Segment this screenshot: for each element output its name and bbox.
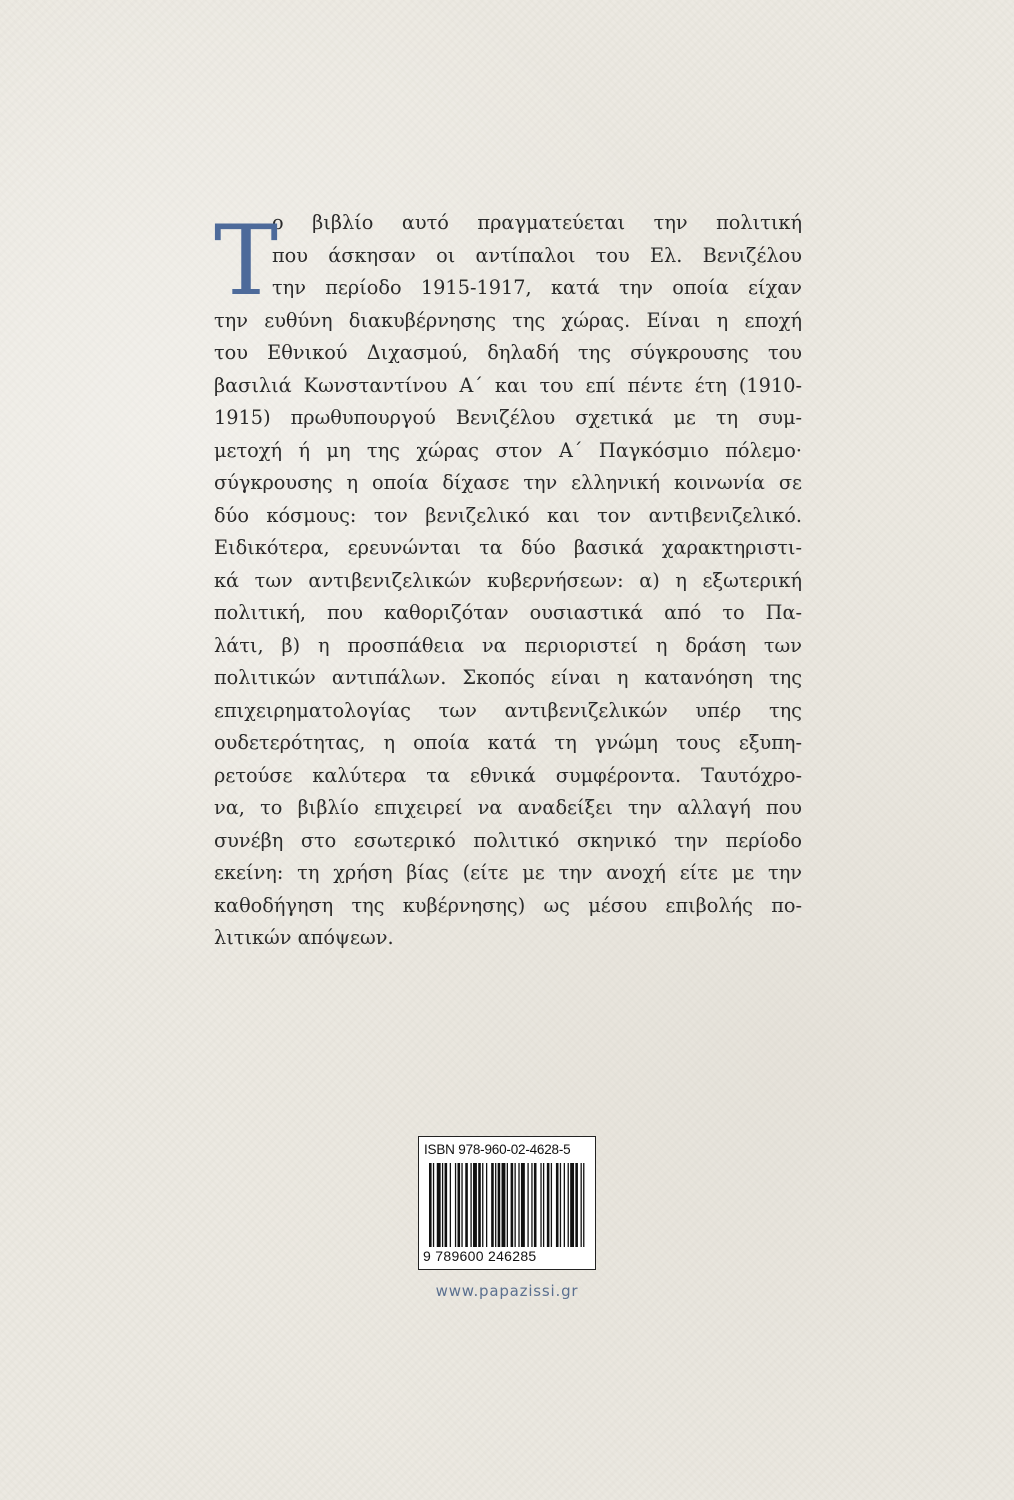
blurb-line: λιτικών απόψεων. — [214, 926, 394, 949]
drop-cap-letter: Τ — [214, 205, 279, 317]
barcode-bar — [518, 1163, 519, 1247]
barcode-bar — [534, 1163, 537, 1247]
barcode-bar — [450, 1163, 451, 1247]
barcode-bar — [461, 1163, 462, 1247]
barcode-bar — [478, 1163, 481, 1247]
barcode-bar — [429, 1163, 432, 1247]
blurb-line: δύο κόσμους: τον βενιζελικό και τον αντιβενιζελικό. — [214, 503, 802, 527]
barcode-bar — [482, 1163, 483, 1247]
barcode-icon — [429, 1163, 587, 1247]
barcode-bar — [465, 1163, 468, 1247]
barcode-bar — [433, 1163, 434, 1247]
barcode-bar — [455, 1163, 456, 1247]
barcode-bar — [486, 1163, 487, 1247]
blurb-line: την περίοδο 1915-1917, κατά την οποία είχαν — [272, 276, 802, 299]
barcode-bar — [521, 1163, 525, 1247]
blurb-line: κά των αντιβενιζελικών κυβερνήσεων: α) η εξωτερική — [214, 568, 802, 592]
barcode-bar — [531, 1163, 532, 1247]
blurb-line: μετοχή ή μη της χώρας στον Α΄ Παγκόσμιο πόλεμο· — [214, 438, 802, 462]
ean-digits: 9 789600 246285 — [423, 1248, 537, 1264]
barcode-bar — [540, 1163, 541, 1247]
barcode-bar — [502, 1163, 506, 1247]
blurb-line: του Εθνικού Διχασμού, δηλαδή της σύγκρουσης του — [214, 341, 802, 364]
barcode-bar — [457, 1163, 460, 1247]
barcode-bar — [570, 1163, 574, 1247]
blurb-line: 1915) πρωθυπουργού Βενιζέλου σχετικά με τη συμ- — [214, 406, 802, 429]
barcode-bar — [511, 1163, 514, 1247]
barcode-bar — [495, 1163, 496, 1247]
blurb-line: ο βιβλίο αυτό πραγματεύεται την πολιτική — [272, 211, 802, 234]
blurb-line: καθοδήγηση της κυβέρνησης) ως μέσου επιβολής πο- — [214, 893, 802, 917]
barcode-bar — [581, 1163, 582, 1247]
blurb-line: εκείνη: τη χρήση βίας (είτε με την ανοχή είτε με την — [214, 861, 802, 884]
barcode-bar — [445, 1163, 448, 1247]
barcode-bar — [437, 1163, 441, 1247]
blurb-line: που άσκησαν οι αντίπαλοι του Ελ. Βενιζέλου — [272, 243, 802, 267]
barcode-bar — [498, 1163, 501, 1247]
isbn-label: ISBN 978-960-02-4628-5 — [424, 1142, 571, 1157]
barcode-bar — [551, 1163, 552, 1247]
barcode-bar — [491, 1163, 494, 1247]
barcode-bar — [568, 1163, 569, 1247]
blurb-line: Ειδικότερα, ερευνώνται τα δύο βασικά χαρακτηριστι- — [214, 536, 802, 559]
blurb-line: να, το βιβλίο επιχειρεί να αναδείξει την αλλαγή που — [214, 796, 802, 819]
barcode-bar — [473, 1163, 477, 1247]
barcode-bar — [556, 1163, 559, 1247]
blurb-line: λάτι, β) η προσπάθεια να περιοριστεί η δράση των — [214, 633, 802, 657]
isbn-barcode-box — [418, 1136, 596, 1270]
blurb-line: βασιλιά Κωνσταντίνου Α΄ και του επί πέντε έτη (1910- — [214, 373, 802, 397]
barcode-bar — [564, 1163, 565, 1247]
publisher-website: www.papazissi.gr — [435, 1282, 579, 1300]
blurb-line: πολιτικών αντιπάλων. Σκοπός είναι η κατανόηση της — [214, 666, 802, 689]
barcode-bar — [442, 1163, 443, 1247]
barcode-bar — [575, 1163, 578, 1247]
blurb-line: σύγκρουσης η οποία δίχασε την ελληνική κοινωνία σε — [214, 471, 802, 494]
barcode-bar — [527, 1163, 528, 1247]
barcode-bar — [470, 1163, 471, 1247]
blurb-line: επιχειρηματολογίας των αντιβενιζελικών υπέρ της — [214, 698, 802, 722]
barcode-bar — [547, 1163, 550, 1247]
barcode-bar — [583, 1163, 584, 1247]
barcode-bar — [543, 1163, 544, 1247]
barcode-bar — [560, 1163, 561, 1247]
back-cover-blurb — [214, 207, 802, 955]
blurb-line: πολιτική, που καθοριζόταν ουσιαστικά από το Πα- — [214, 601, 802, 624]
blurb-line: την ευθύνη διακυβέρνησης της χώρας. Είναι η εποχή — [214, 308, 802, 332]
blurb-line: συνέβη στο εσωτερικό πολιτικό σκηνικό την περίοδο — [214, 828, 802, 852]
blurb-line: ουδετερότητας, η οποία κατά τη γνώμη τους εξυπη- — [214, 731, 802, 754]
barcode-bar — [507, 1163, 508, 1247]
barcode-bar — [514, 1163, 515, 1247]
blurb-line: ρετούσε καλύτερα τα εθνικά συμφέροντα. Ταυτόχρο- — [214, 763, 802, 787]
